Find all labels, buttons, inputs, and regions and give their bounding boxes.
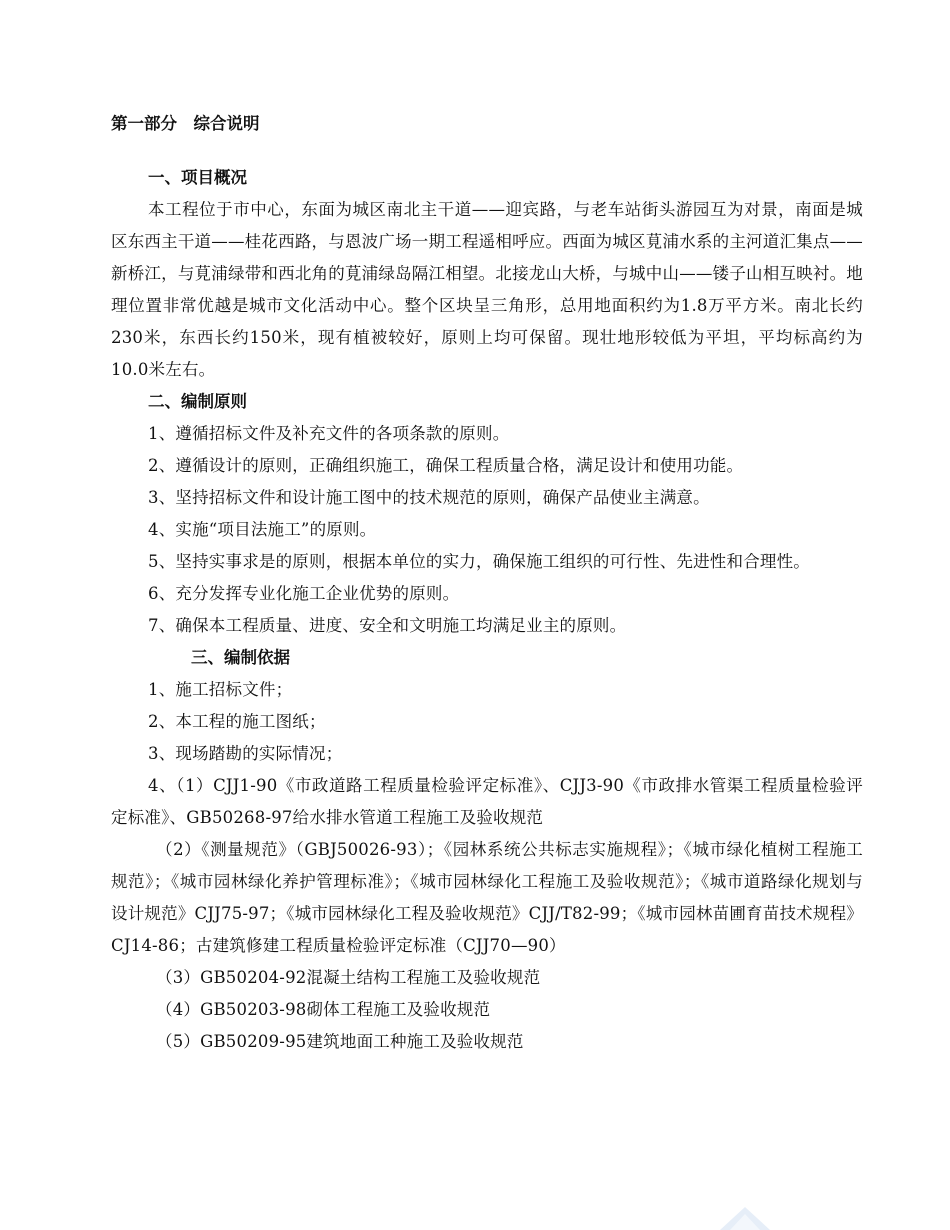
overview-paragraph: 本工程位于市中心，东面为城区南北主干道——迎宾路，与老车站街头游园互为对景，南面是城区东西主干道——桂花西路，与恩波广场一期工程遥相呼应。西面为城区莧浦水系的主河道汇集点——新桥江，与莧浦绿带和西北角的莧浦绿岛隔江相望。北接龙山大桥，与城中山——镂子山相互映衬。地理位置非常优越是城市文化活动中心。整个区块呈三角形，总用地面积约为1.8万平方米。南北长约230米，东西长约150米，现有植被较好，原则上均可保留。现壮地形较低为平坦，平均标高约为10.0米左右。 [111,200,863,379]
basis-sub-item: （5）GB50209-95建筑地面工种施工及验收规范 [156,1032,524,1051]
principle-item: 1、遵循招标文件及补充文件的各项条款的原则。 [148,424,510,443]
principle-item: 3、坚持招标文件和设计施工图中的技术规范的原则，确保产品使业主满意。 [148,488,710,507]
basis-item: 1、施工招标文件； [148,680,293,699]
principle-item: 2、遵循设计的原则，正确组织施工，确保工程质量合格，满足设计和使用功能。 [148,456,744,475]
document-body [111,108,863,1058]
section-heading-principles: 二、编制原则 [148,392,247,411]
basis-sub-item: （4）GB50203-98砌体工程施工及验收规范 [156,1000,491,1019]
basis-sub-item: （3）GB50204-92混凝土结构工程施工及验收规范 [156,968,541,987]
basis-item: 4、（1）CJJ1-90《市政道路工程质量检验评定标准》、CJJ3-90《市政排水管渠工程质量检验评定标准》、GB50268-97给水排水管道工程施工及验收规范 [111,776,863,827]
section-heading-basis: 三、编制依据 [191,648,290,667]
principle-item: 4、实施“项目法施工”的原则。 [148,520,377,539]
principle-item: 7、确保本工程质量、进度、安全和文明施工均满足业主的原则。 [148,616,627,635]
part-title: 第一部分 综合说明 [111,114,260,133]
basis-item: 2、本工程的施工图纸； [148,712,326,731]
principle-item: 6、充分发挥专业化施工企业优势的原则。 [148,584,460,603]
principle-item: 5、坚持实事求是的原则，根据本单位的实力，确保施工组织的可行性、先进性和合理性。 [148,552,810,571]
section-heading-overview: 一、项目概况 [148,168,247,187]
basis-item: 3、现场踏勘的实际情况； [148,744,343,763]
watermark-mark [718,1205,772,1230]
basis-sub-item: （2）《测量规范》（GBJ50026-93）；《园林系统公共标志实施规程》；《城市绿化植树工程施工规范》；《城市园林绿化养护管理标准》；《城市园林绿化工程施工及验收规范》；《城市道路绿化规划与设计规范》CJJ75-97；《城市园林绿化工程及验收规范》CJJ/T82-99；《城市园林苗圃育苗技术规程》CJ14-86；古建筑修建工程质量检验评定标准（CJJ70—90） [111,840,863,955]
